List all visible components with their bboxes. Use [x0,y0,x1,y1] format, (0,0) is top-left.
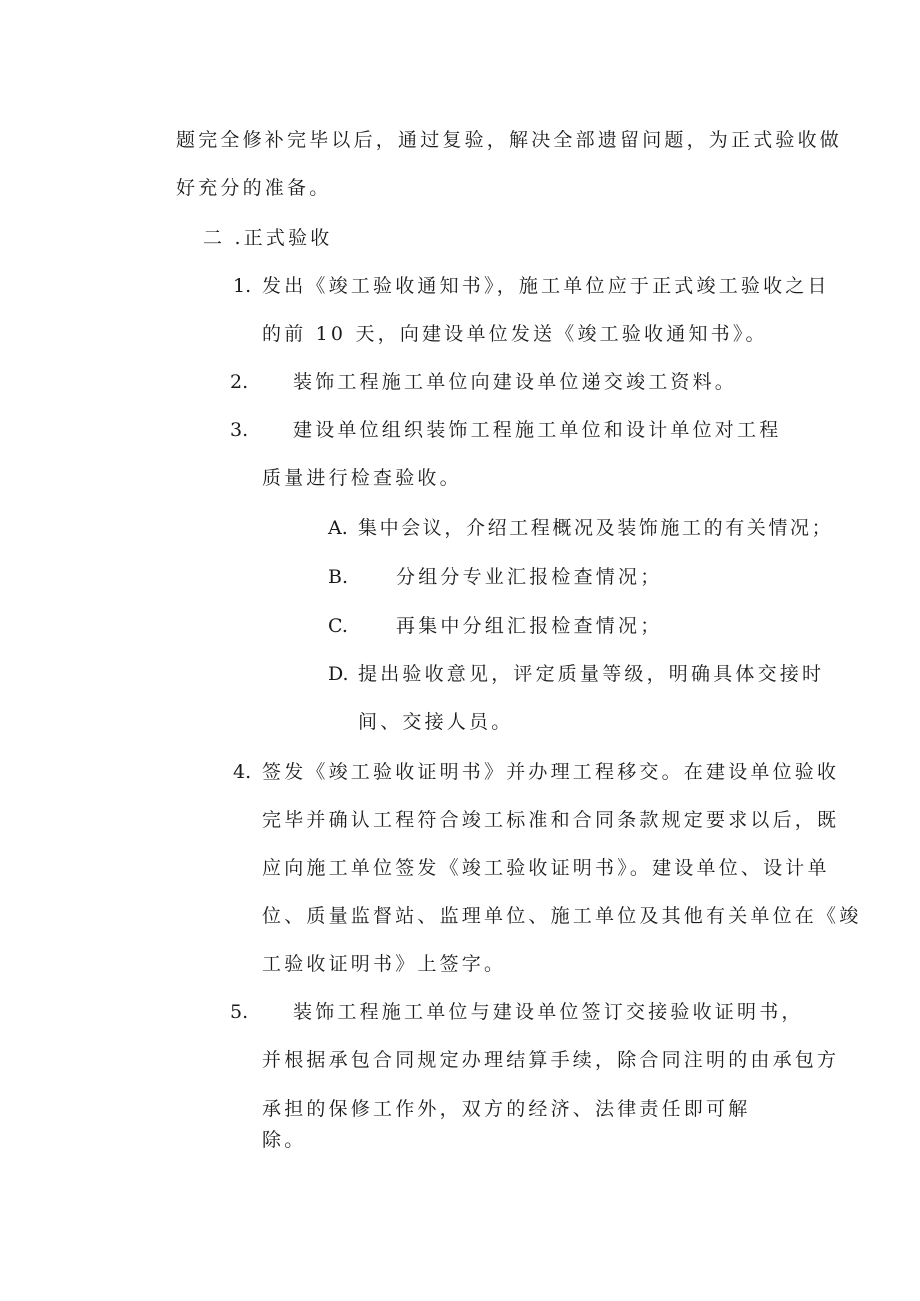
item-4-line-5: 工验收证明书》上签字。 [262,953,507,975]
subitem-d-letter: D. [328,663,349,685]
subitem-a-line-1: 集中会议，介绍工程概况及装饰施工的有关情况； [358,517,834,539]
subitem-d-line-2: 间、交接人员。 [358,711,514,733]
item-4-line-4: 位、质量监督站、监理单位、施工单位及其他有关单位在《竣 [262,905,862,927]
subitem-b-letter: B. [328,566,349,588]
item-3-line-1: 建设单位组织装饰工程施工单位和设计单位对工程 [293,419,782,441]
item-5-line-4: 除。 [262,1129,307,1151]
intro-line-1: 题完全修补完毕以后，通过复验，解决全部遗留问题，为正式验收做 [176,129,843,151]
item-1-line-1: 发出《竣工验收通知书》，施工单位应于正式竣工验收之日 [262,275,830,297]
item-3-number: 3. [230,419,249,441]
item-5-number: 5. [230,1001,249,1023]
item-5-line-3: 承担的保修工作外，双方的经济、法律责任即可解 [262,1098,751,1120]
item-4-line-1: 签发《竣工验收证明书》并办理工程移交。在建设单位验收 [262,761,840,783]
item-1-line-2: 的前 10 天，向建设单位发送《竣工验收通知书》。 [262,323,768,345]
item-4-line-2: 完毕并确认工程符合竣工标准和合同条款规定要求以后，既 [262,809,840,831]
subitem-d-line-1: 提出验收意见，评定质量等级，明确具体交接时 [358,663,825,685]
item-5-line-1: 装饰工程施工单位与建设单位签订交接验收证明书， [293,1001,804,1023]
subitem-b-line-1: 分组分专业汇报检查情况； [396,566,663,588]
section-heading: 二 .正式验收 [203,227,333,249]
item-2-number: 2. [230,371,249,393]
subitem-c-line-1: 再集中分组汇报检查情况； [396,615,663,637]
item-5-line-2: 并根据承包合同规定办理结算手续，除合同注明的由承包方 [262,1049,840,1071]
item-2-line-1: 装饰工程施工单位向建设单位递交竣工资料。 [293,371,738,393]
item-3-line-2: 质量进行检查验收。 [262,467,462,489]
subitem-c-letter: C. [328,615,348,637]
item-4-number: 4. [233,761,252,783]
item-1-number: 1. [233,275,252,297]
intro-line-2: 好充分的准备。 [176,177,332,199]
subitem-a-letter: A. [328,517,348,539]
item-4-line-3: 应向施工单位签发《竣工验收证明书》。建设单位、设计单 [262,857,830,879]
